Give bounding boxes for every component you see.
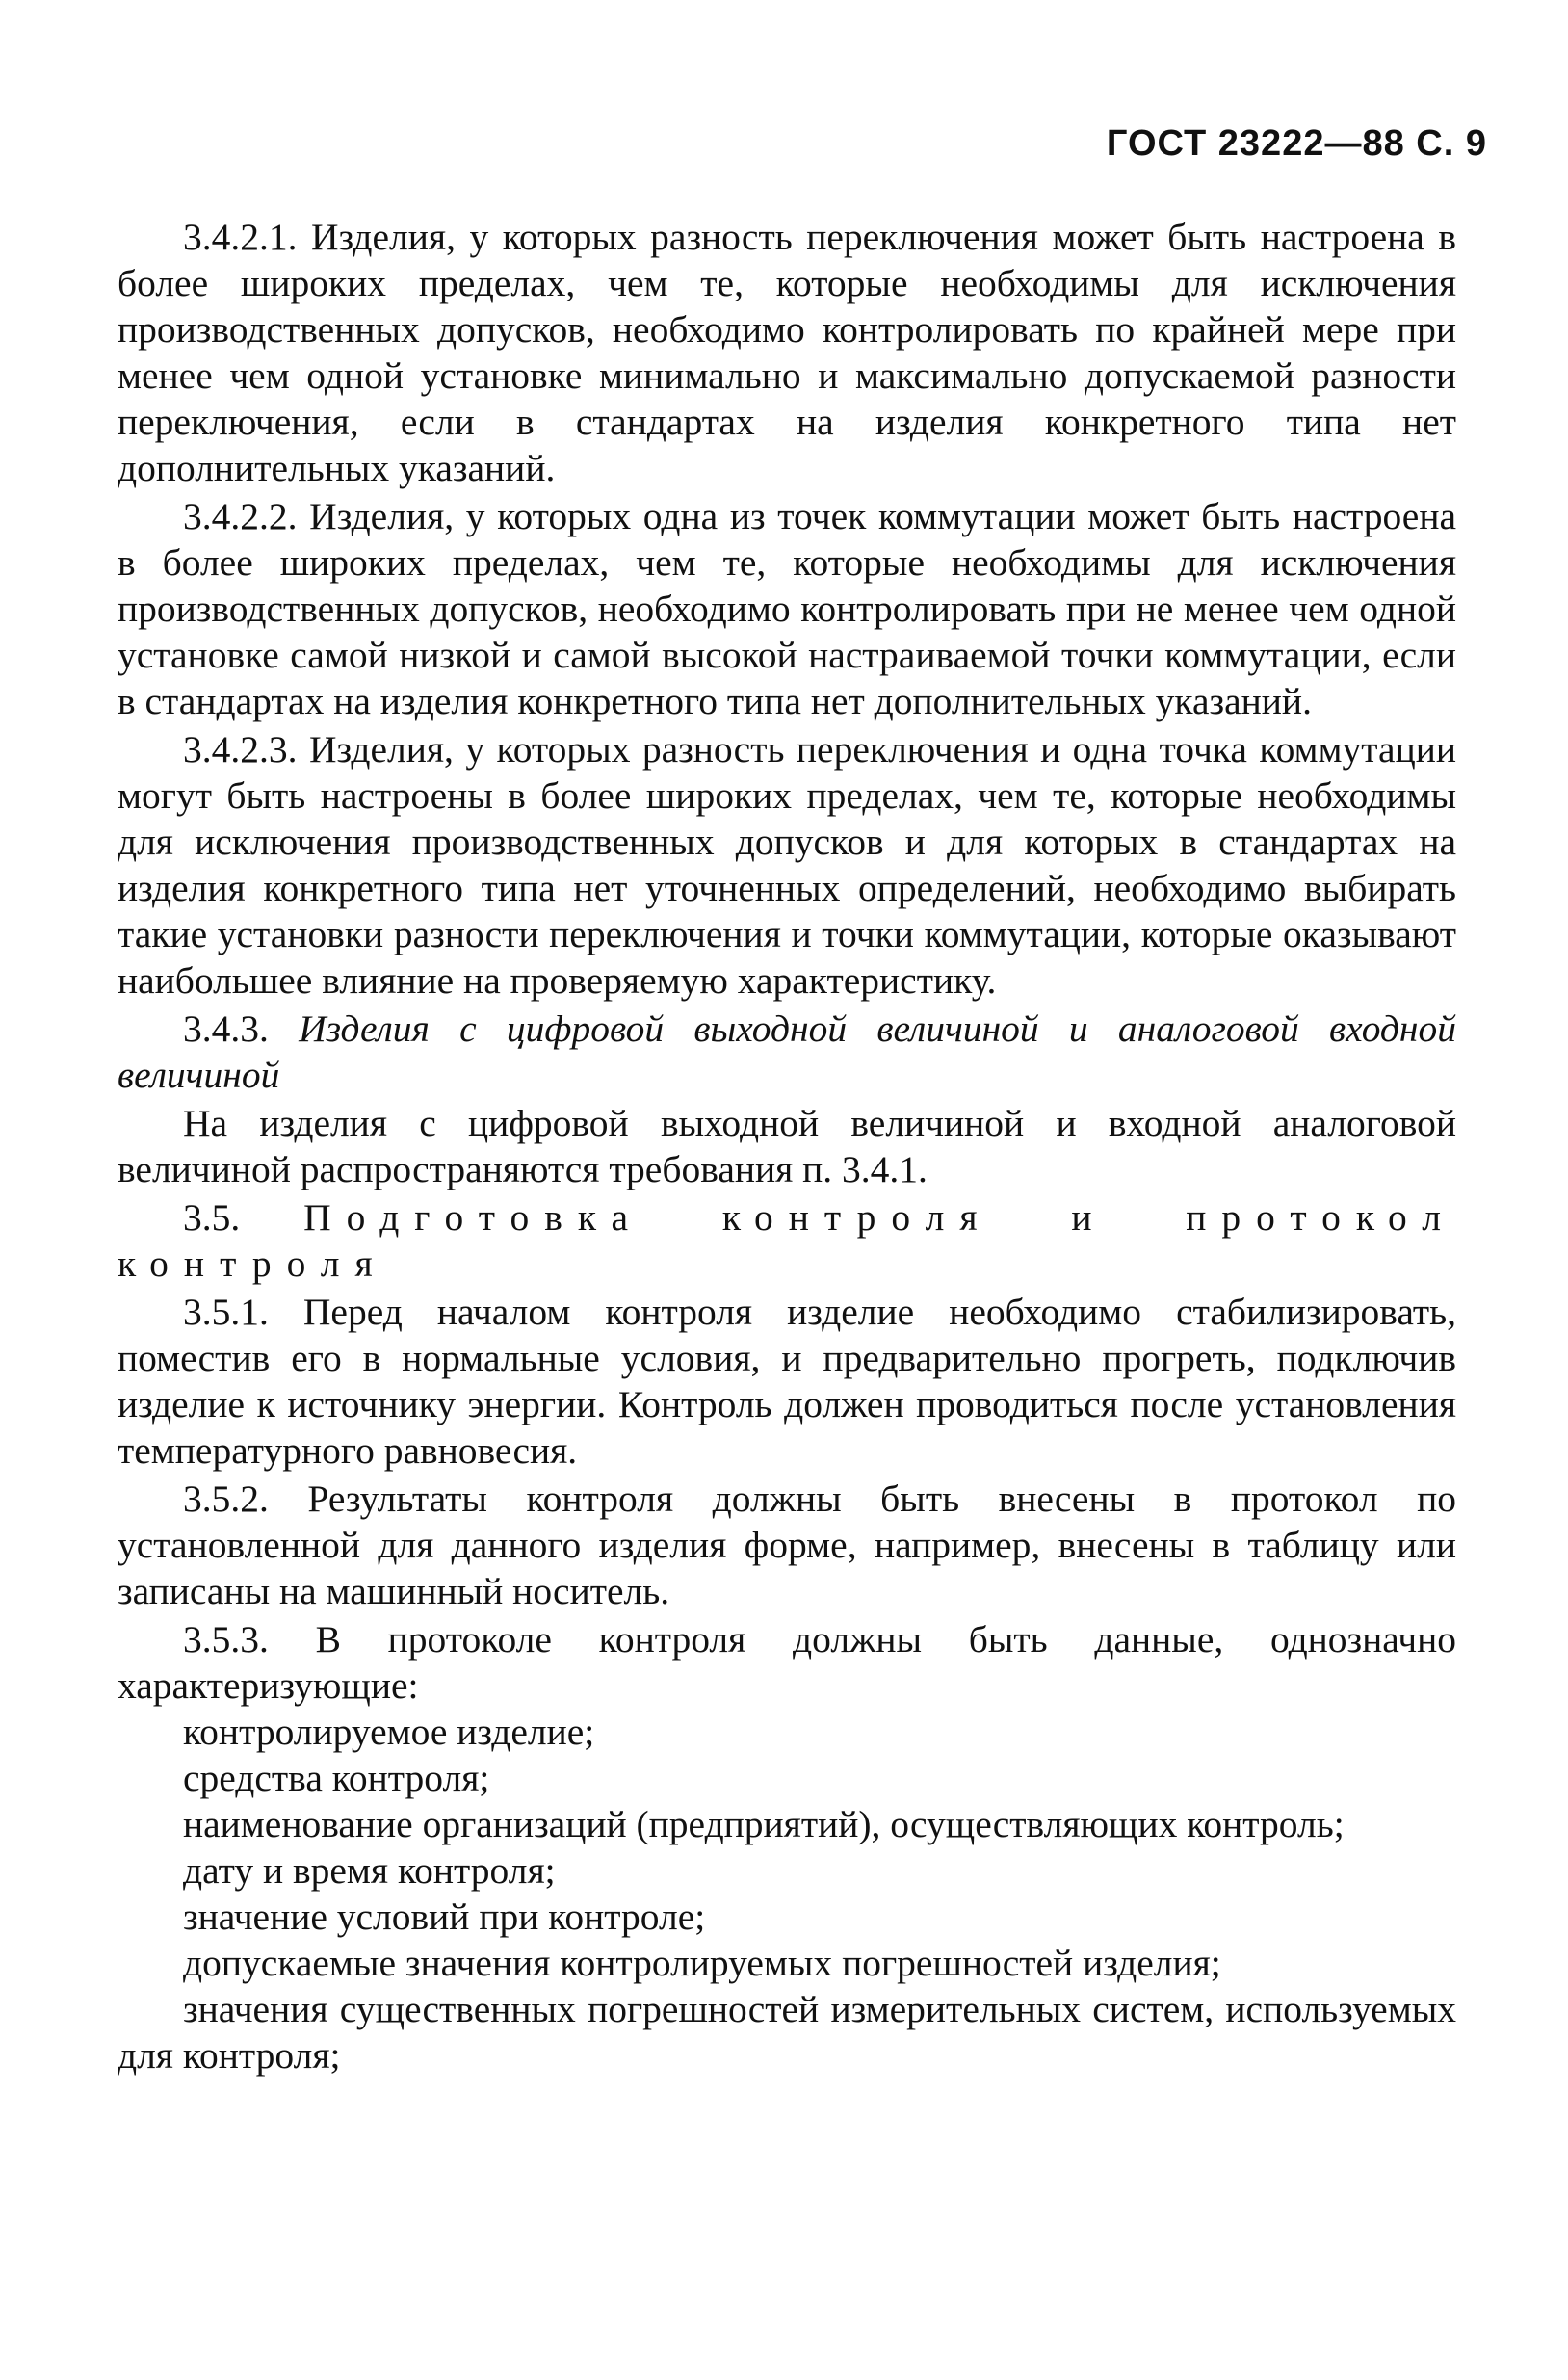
paragraph-3-5-3: 3.5.3. В протоколе контроля должны быть данные, однозначно характеризующие: bbox=[118, 1618, 1456, 1707]
paragraph-3-4-2-1: 3.4.2.1. Изделия, у которых разность переключения может быть настроена в более широких пределах, чем те, которые необходимы для исключения производственных допусков, необходимо контролировать по крайней мере при менее чем одной установке минимально и максимально допускаемой разности переключения, если в стандартах на изделия конкретного типа нет дополнительных указаний. bbox=[118, 216, 1456, 489]
paragraph-3-4-2-3: 3.4.2.3. Изделия, у которых разность переключения и одна точка коммутации могут быть настроены в более широких пределах, чем те, которые необходимы для исключения производственных допусков и для которых в стандартах на изделия конкретного типа нет уточненных определений, необходимо выбирать такие установки разности переключения и точки коммутации, которые оказывают наибольшее влияние на проверяемую характеристику. bbox=[118, 728, 1456, 1002]
list-item: значения существенных погрешностей измерительных систем, используемых для контроля; bbox=[118, 1988, 1456, 2077]
section-title: Подготовка контроля и протокол контроля bbox=[118, 1196, 1456, 1285]
page-header bbox=[1107, 123, 1487, 165]
section-3-4-3-heading bbox=[118, 1006, 1456, 1098]
list-item: значение условий при контроле; bbox=[183, 1896, 706, 1938]
page-number: С. 9 bbox=[1416, 123, 1487, 164]
section-number: 3.4.3. bbox=[183, 1007, 269, 1050]
section-number: 3.5. bbox=[183, 1196, 241, 1239]
paragraph-3-4-3-text: На изделия с цифровой выходной величиной и входной аналоговой величиной распространяются требования п. 3.4.1. bbox=[118, 1102, 1456, 1190]
paragraph-3-4-2-2: 3.4.2.2. Изделия, у которых одна из точек коммутации может быть настроена в более широких пределах, чем те, которые необходимы для исключения производственных допусков, необходимо контролировать при не менее чем одной установке самой низкой и самой высокой настраиваемой точки коммутации, если в стандартах на изделия конкретного типа нет дополнительных указаний. bbox=[118, 495, 1456, 722]
document-body bbox=[118, 214, 1456, 2079]
paragraph-3-5-2: 3.5.2. Результаты контроля должны быть внесены в протокол по установленной для данного изделия форме, например, внесены в таблицу или записаны на машинный носитель. bbox=[118, 1478, 1456, 1612]
list-item: средства контроля; bbox=[183, 1757, 490, 1799]
section-3-5-heading bbox=[118, 1194, 1456, 1287]
paragraph-3-5-1: 3.5.1. Перед началом контроля изделие необходимо стабилизировать, поместив его в нормальные условия, и предварительно прогреть, подключив изделие к источнику энергии. Контроль должен проводиться после установления температурного равновесия. bbox=[118, 1291, 1456, 1472]
list-item: контролируемое изделие; bbox=[183, 1711, 595, 1753]
standard-number: ГОСТ 23222—88 bbox=[1106, 123, 1405, 164]
list-item: дату и время контроля; bbox=[183, 1849, 556, 1892]
list-item: наименование организаций (предприятий), осуществляющих контроль; bbox=[183, 1803, 1345, 1845]
section-title: Изделия с цифровой выходной величиной и аналоговой входной величиной bbox=[118, 1007, 1456, 1096]
list-item: допускаемые значения контролируемых погрешностей изделия; bbox=[183, 1942, 1221, 1984]
